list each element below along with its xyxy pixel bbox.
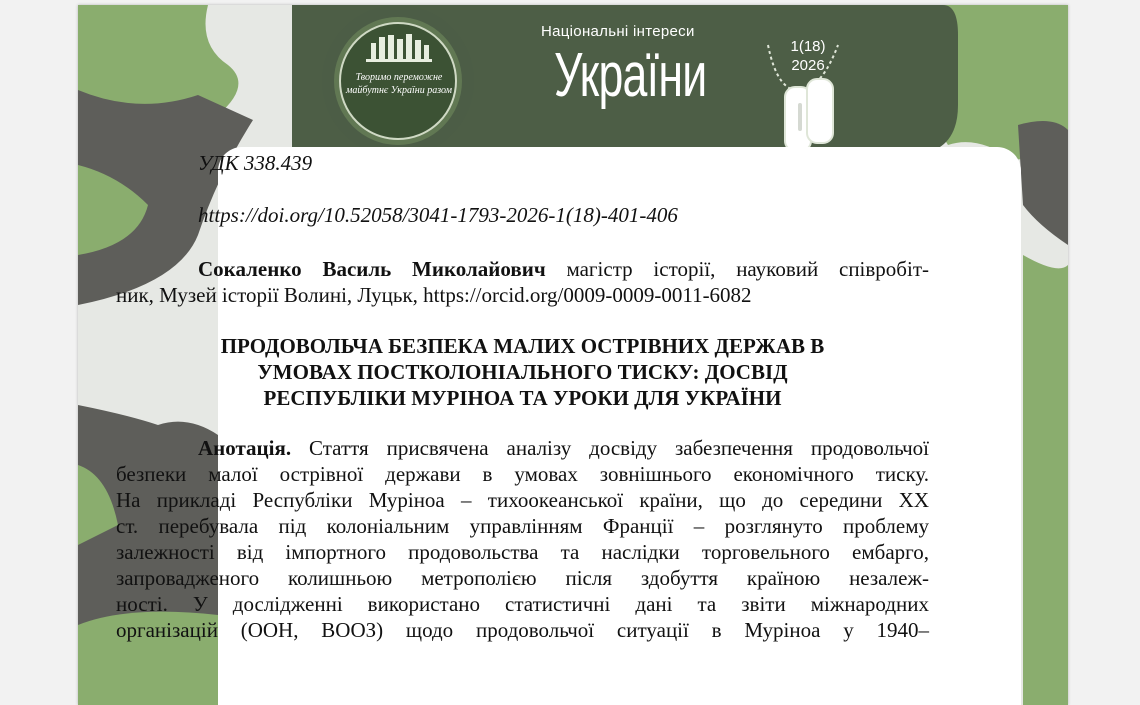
abstract-line: На прикладі Республіки Муріноа – тихоокеанської країни, що до середини XX — [116, 488, 929, 512]
article-body — [116, 150, 930, 643]
title-line: РЕСПУБЛІКИ МУРІНОА ТА УРОКИ ДЛЯ УКРАЇНИ — [263, 386, 782, 410]
abstract-body — [116, 461, 929, 643]
author-name: Сокаленко Василь Миколайович — [198, 257, 546, 281]
udc-line: УДК 338.439 — [198, 151, 313, 175]
abstract-line: організацій (ООН, ВООЗ) щодо продовольчої ситуації в Муріноа у 1940– — [116, 618, 929, 642]
author-affiliation-1: магістр історії, науковий співробіт- — [566, 257, 929, 281]
issue-label — [778, 37, 838, 75]
abstract-first-line — [198, 435, 929, 461]
article-title — [116, 333, 929, 411]
seal-motto: Творимо переможне майбутнє України разом — [346, 72, 452, 96]
journal-title: України — [554, 41, 707, 110]
doi-link[interactable]: https://doi.org/10.52058/3041-1793-2026-1(18)-401-406 — [198, 203, 678, 227]
abstract-label: Анотація. — [198, 436, 292, 460]
issue-number: 1(18) — [790, 38, 826, 55]
author-affiliation-2: ник, Музей історії Волині, Луцьк, https://orcid.org/0009-0009-0011-6082 — [116, 283, 752, 307]
title-line: УМОВАХ ПОСТКОЛОНІАЛЬНОГО ТИСКУ: ДОСВІД — [257, 360, 788, 384]
issue-year: 2026 — [791, 57, 825, 74]
abstract-line: залежності від імпортного продовольства та наслідки торговельного ембарго, — [116, 540, 929, 564]
author-line — [198, 256, 929, 282]
abstract-line: запровадженого колишньою метрополією після здобуття країною незалеж- — [116, 566, 929, 590]
abstract-line: ст. перебувала під колоніальним управлінням Франції – розглянуто проблему — [116, 514, 929, 538]
title-line: ПРОДОВОЛЬЧА БЕЗПЕКА МАЛИХ ОСТРІВНИХ ДЕРЖАВ В — [220, 334, 825, 358]
journal-subtitle: Національні інтереси — [541, 23, 695, 40]
abstract-text: Стаття присвячена аналізу досвіду забезпечення продовольчої — [309, 436, 930, 460]
abstract-line: безпеки малої острівної держави в умовах зовнішнього економічного тиску. — [116, 462, 929, 486]
abstract-line: ності. У дослідженні використано статистичні дані та звіти міжнародних — [116, 592, 929, 616]
